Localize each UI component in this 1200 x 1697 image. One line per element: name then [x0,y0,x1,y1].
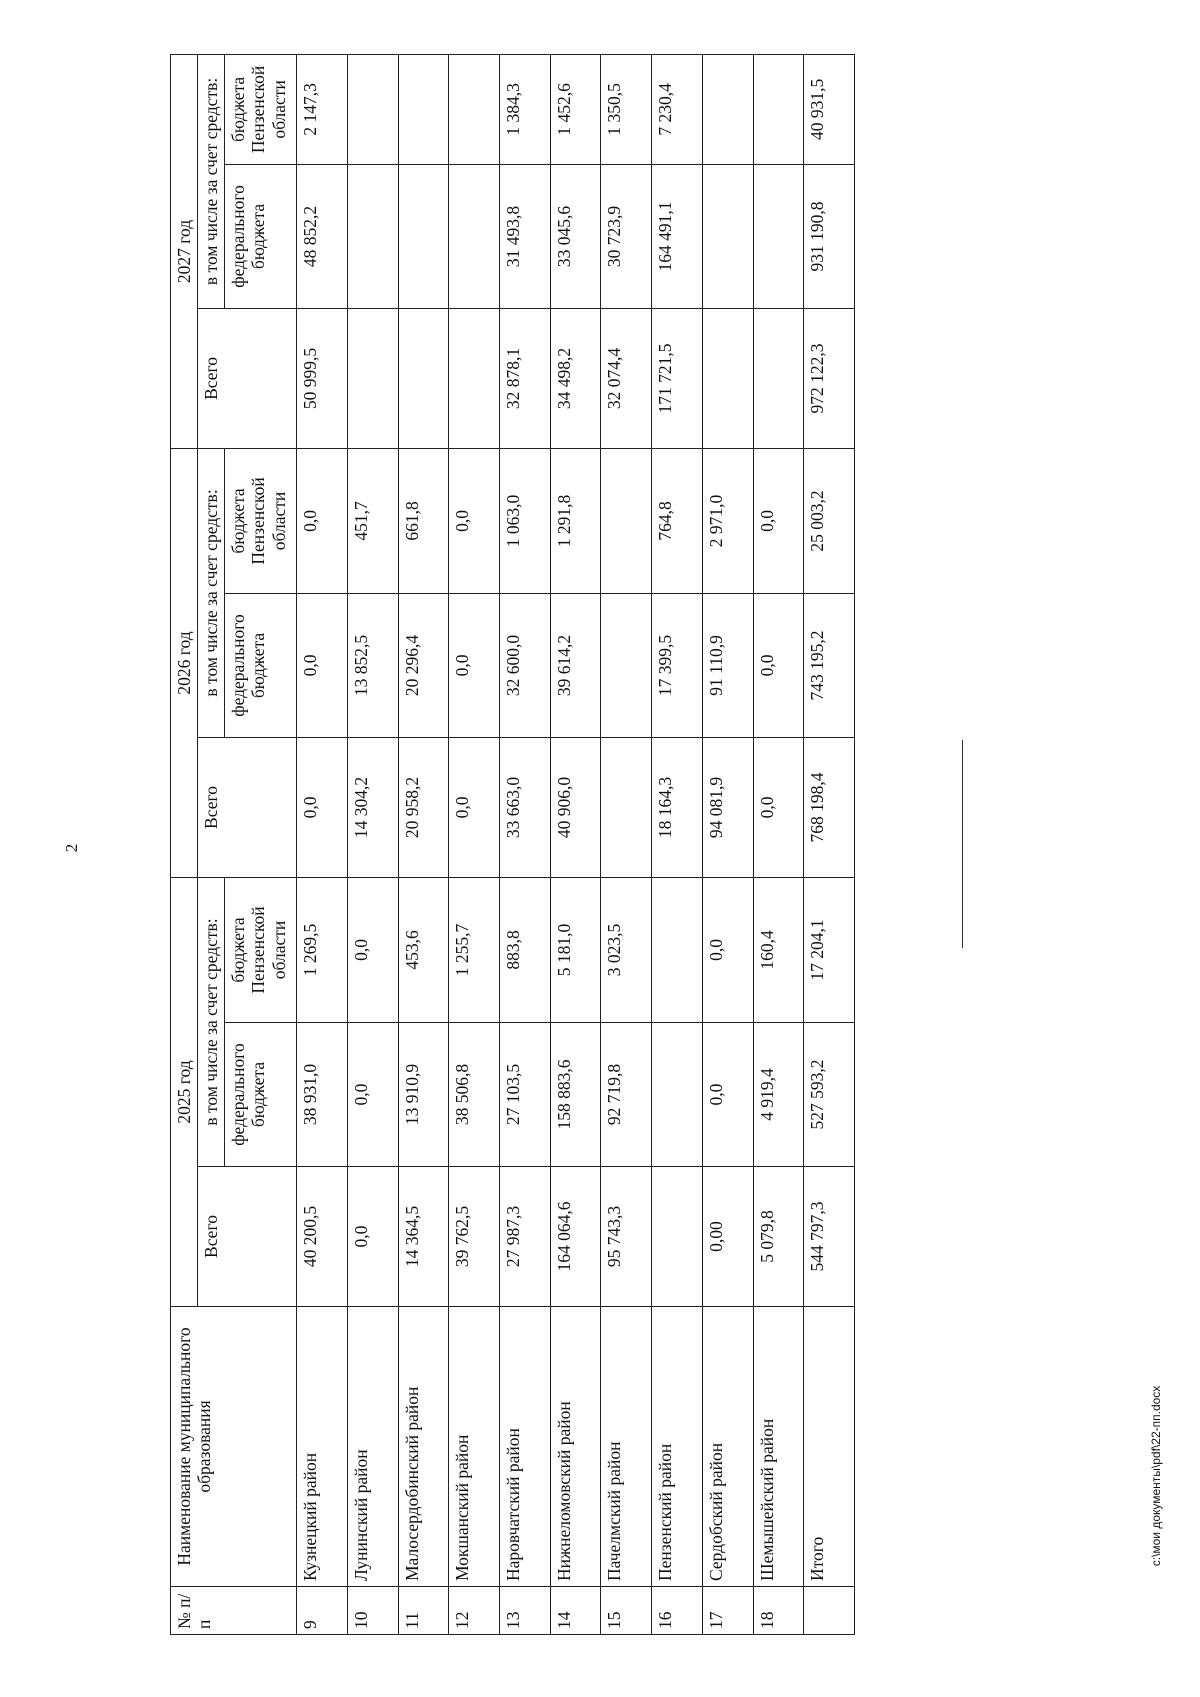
cell-2026-federal: 743 195,2 [804,593,855,737]
row-index: 11 [398,1587,449,1635]
cell-2027-total: 34 498,2 [550,308,601,448]
row-municipality-name: Шемышейский район [753,1307,804,1587]
footer-file-path: c:\мои документы\pdf\22-пп.docx [1149,1385,1163,1567]
cell-2027-regional [398,54,449,164]
header-regional-2025: бюджета Пензенской области [225,877,297,1022]
cell-2026-total [601,737,652,877]
table-row-total [804,54,855,1634]
cell-2027-regional: 7 230,4 [652,54,703,164]
cell-2026-regional: 2 971,0 [702,448,753,593]
row-index: 13 [500,1587,551,1635]
cell-2025-regional: 3 023,5 [601,877,652,1022]
cell-2026-federal: 39 614,2 [550,593,601,737]
cell-2025-federal: 0,0 [702,1023,753,1167]
cell-2026-regional [601,448,652,593]
row-index: 10 [347,1587,398,1635]
cell-2027-federal: 48 852,2 [297,164,348,308]
cell-2025-federal: 0,0 [347,1023,398,1167]
cell-2025-federal: 27 103,5 [500,1023,551,1167]
divider-line [962,740,963,948]
row-municipality-name: Мокшанский район [449,1307,500,1587]
row-municipality-name: Сердобский район [702,1307,753,1587]
cell-2025-federal: 38 506,8 [449,1023,500,1167]
table-body [297,54,855,1634]
cell-2025-federal: 13 910,9 [398,1023,449,1167]
header-year-2027: 2027 год [171,54,198,448]
cell-2026-total: 20 958,2 [398,737,449,877]
cell-2026-total: 768 198,4 [804,737,855,877]
cell-2027-federal: 31 493,8 [500,164,551,308]
cell-2026-federal [601,593,652,737]
cell-2027-total [347,308,398,448]
cell-2025-federal [652,1023,703,1167]
cell-2025-total: 95 743,3 [601,1167,652,1307]
table-row [753,54,804,1634]
header-total-2026: Всего [198,737,297,877]
cell-2027-total: 50 999,5 [297,308,348,448]
cell-2026-total: 18 164,3 [652,737,703,877]
header-total-2027: Всего [198,308,297,448]
table-row [449,54,500,1634]
cell-2025-regional: 0,0 [347,877,398,1022]
table-container [170,55,855,1635]
row-index: 15 [601,1587,652,1635]
cell-2027-federal [398,164,449,308]
cell-2025-regional: 17 204,1 [804,877,855,1022]
cell-2026-regional: 0,0 [449,448,500,593]
cell-2027-regional [702,54,753,164]
header-regional-2027: бюджета Пензенской области [225,54,297,164]
cell-2027-regional: 2 147,3 [297,54,348,164]
cell-2025-total: 40 200,5 [297,1167,348,1307]
cell-2026-federal: 0,0 [449,593,500,737]
cell-2025-regional: 160,4 [753,877,804,1022]
cell-2027-federal [449,164,500,308]
row-index: 9 [297,1587,348,1635]
table-row [550,54,601,1634]
table-header [171,54,297,1634]
row-municipality-name: Наровчатский район [500,1307,551,1587]
cell-2027-total [449,308,500,448]
header-federal-2027: федерального бюджета [225,164,297,308]
cell-2025-total: 544 797,3 [804,1167,855,1307]
cell-2027-federal [347,164,398,308]
cell-2027-regional [753,54,804,164]
cell-2025-total: 0,0 [347,1167,398,1307]
cell-2026-total: 0,0 [753,737,804,877]
row-municipality-name: Пензенский район [652,1307,703,1587]
header-name: Наименование муниципального образования [171,1307,297,1587]
cell-2027-total: 972 122,3 [804,308,855,448]
cell-2027-regional [347,54,398,164]
cell-2025-federal: 4 919,4 [753,1023,804,1167]
cell-2026-total: 94 081,9 [702,737,753,877]
cell-2025-regional: 5 181,0 [550,877,601,1022]
cell-2027-federal [753,164,804,308]
cell-2027-federal: 33 045,6 [550,164,601,308]
cell-2027-federal: 164 491,1 [652,164,703,308]
table-row [398,54,449,1634]
cell-2027-regional [449,54,500,164]
cell-2026-total: 0,0 [297,737,348,877]
cell-2025-total: 164 064,6 [550,1167,601,1307]
cell-2027-regional: 1 384,3 [500,54,551,164]
table-row [347,54,398,1634]
row-index: 14 [550,1587,601,1635]
table-row [652,54,703,1634]
row-index: 17 [702,1587,753,1635]
row-municipality-name: Пачелмский район [601,1307,652,1587]
cell-2026-regional: 764,8 [652,448,703,593]
row-municipality-name: Лунинский район [347,1307,398,1587]
cell-2025-federal: 38 931,0 [297,1023,348,1167]
cell-2025-regional: 0,0 [702,877,753,1022]
cell-2026-regional: 0,0 [753,448,804,593]
cell-2027-regional: 1 452,6 [550,54,601,164]
table-row [297,54,348,1634]
table-row [702,54,753,1634]
cell-2025-federal: 158 883,6 [550,1023,601,1167]
cell-2027-federal: 30 723,9 [601,164,652,308]
cell-2026-federal: 91 110,9 [702,593,753,737]
cell-2026-federal: 32 600,0 [500,593,551,737]
cell-2025-total: 27 987,3 [500,1167,551,1307]
cell-2026-total: 40 906,0 [550,737,601,877]
cell-2026-federal: 0,0 [297,593,348,737]
row-municipality-name: Итого [804,1307,855,1587]
cell-2025-regional: 1 269,5 [297,877,348,1022]
cell-2026-regional: 1 291,8 [550,448,601,593]
cell-2026-regional: 661,8 [398,448,449,593]
cell-2026-total: 0,0 [449,737,500,877]
cell-2027-regional: 1 350,5 [601,54,652,164]
cell-2026-regional: 1 063,0 [500,448,551,593]
cell-2027-total: 32 074,4 [601,308,652,448]
cell-2027-federal: 931 190,8 [804,164,855,308]
cell-2026-federal: 0,0 [753,593,804,737]
cell-2025-total: 14 364,5 [398,1167,449,1307]
cell-2027-total: 171 721,5 [652,308,703,448]
header-incl-2027: в том числе за счет средств: [198,54,225,308]
cell-2025-regional: 453,6 [398,877,449,1022]
cell-2025-federal: 527 593,2 [804,1023,855,1167]
header-total-2025: Всего [198,1167,297,1307]
cell-2027-total: 32 878,1 [500,308,551,448]
cell-2026-total: 14 304,2 [347,737,398,877]
cell-2026-federal: 20 296,4 [398,593,449,737]
header-regional-2026: бюджета Пензенской области [225,448,297,593]
cell-2027-total [398,308,449,448]
cell-2025-total: 0,00 [702,1167,753,1307]
cell-2025-total: 39 762,5 [449,1167,500,1307]
cell-2027-total [753,308,804,448]
row-municipality-name: Кузнецкий район [297,1307,348,1587]
row-index: 12 [449,1587,500,1635]
row-index: 18 [753,1587,804,1635]
header-incl-2026: в том числе за счет средств: [198,448,225,737]
budget-table [170,54,855,1635]
cell-2027-regional: 40 931,5 [804,54,855,164]
cell-2026-regional: 451,7 [347,448,398,593]
cell-2025-regional: 1 255,7 [449,877,500,1022]
header-federal-2025: федерального бюджета [225,1023,297,1167]
header-year-2025: 2025 год [171,877,198,1306]
cell-2026-regional: 0,0 [297,448,348,593]
cell-2025-regional: 883,8 [500,877,551,1022]
cell-2025-total: 5 079,8 [753,1167,804,1307]
header-incl-2025: в том числе за счет средств: [198,877,225,1166]
cell-2025-federal: 92 719,8 [601,1023,652,1167]
page-number: 2 [62,843,81,853]
row-index: 16 [652,1587,703,1635]
cell-2026-total: 33 663,0 [500,737,551,877]
table-row [601,54,652,1634]
cell-2026-federal: 17 399,5 [652,593,703,737]
table-row [500,54,551,1634]
row-index [804,1587,855,1635]
cell-2027-total [702,308,753,448]
row-municipality-name: Малосердобинский район [398,1307,449,1587]
row-municipality-name: Нижнеломовский район [550,1307,601,1587]
cell-2026-regional: 25 003,2 [804,448,855,593]
cell-2027-federal [702,164,753,308]
cell-2026-federal: 13 852,5 [347,593,398,737]
header-idx: № п/п [171,1587,297,1635]
header-year-2026: 2026 год [171,448,198,877]
cell-2025-regional [652,877,703,1022]
header-federal-2026: федерального бюджета [225,593,297,737]
cell-2025-total [652,1167,703,1307]
